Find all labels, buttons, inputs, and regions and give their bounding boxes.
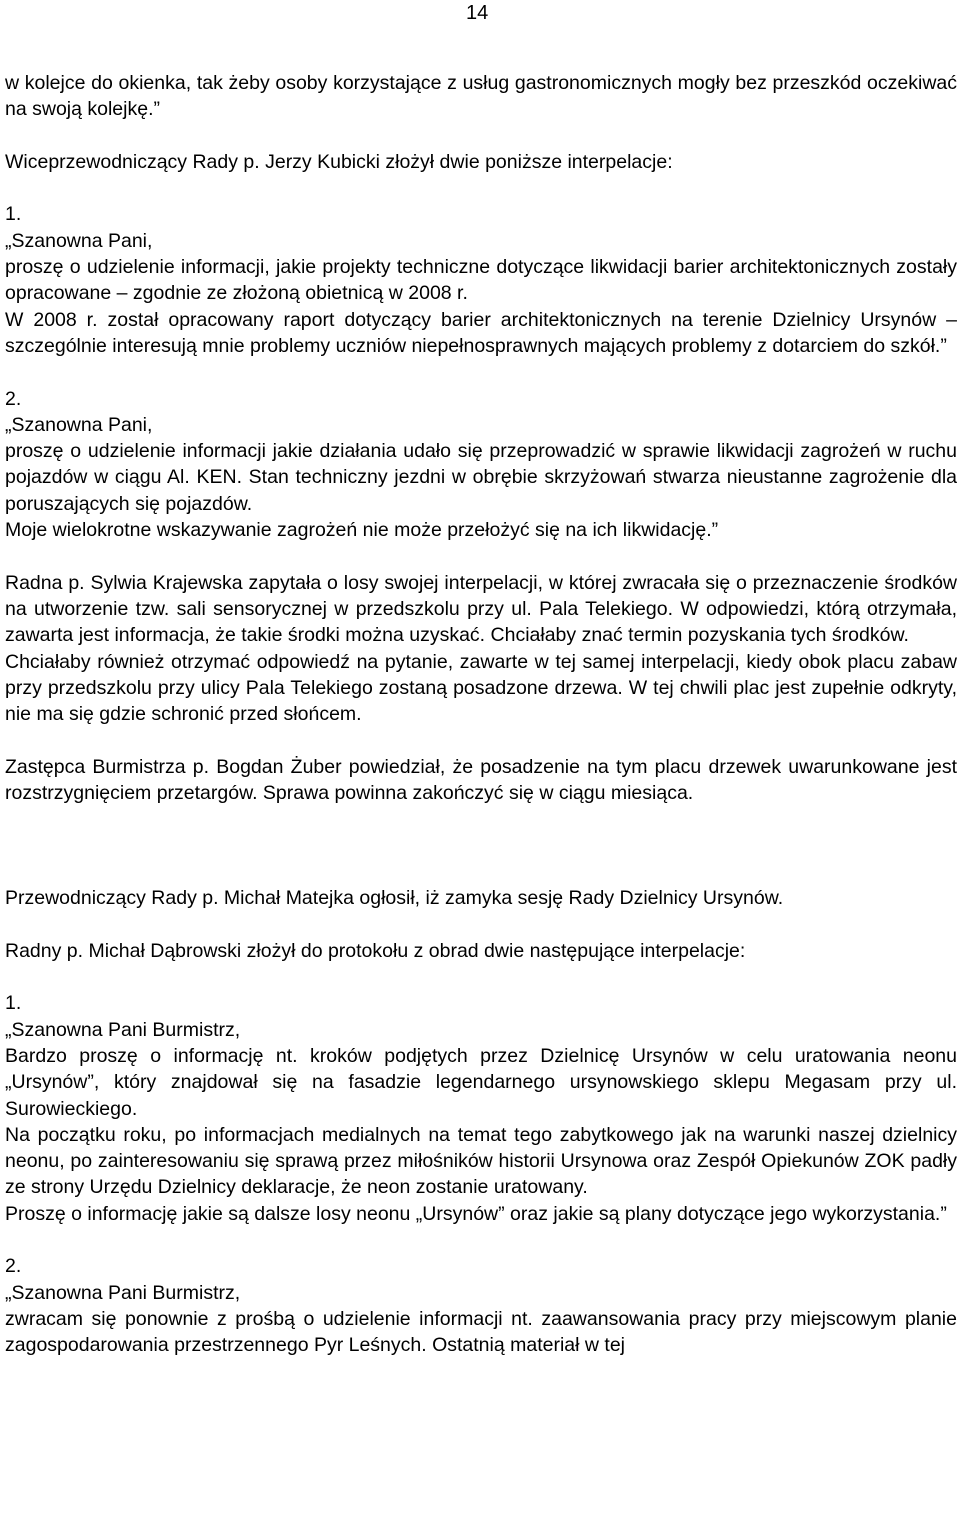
salutation: „Szanowna Pani, [5, 229, 153, 252]
paragraph: Chciałaby również otrzymać odpowiedź na pytanie, zawarte w tej samej interpelacji, kiedy obok placu zabaw przy przedszkolu przy ulicy Pala Telekiego zostaną posadzone drzewa. W tej chwili plac jest zupełnie odkryty, nie ma się gdzie schronić przed słońcem. [5, 650, 957, 726]
paragraph: zwracam się ponownie z prośbą o udzielenie informacji nt. zaawansowania pracy przy miejscowym planie zagospodarowania przestrzennego Pyr Leśnych. Ostatnią materiał w tej [5, 1307, 957, 1357]
paragraph: Radny p. Michał Dąbrowski złożył do protokołu z obrad dwie następujące interpelacje: [5, 939, 746, 962]
salutation: „Szanowna Pani Burmistrz, [5, 1018, 241, 1041]
paragraph: Na początku roku, po informacjach medialnych na temat tego zabytkowego jak na warunki naszej dzielnicy neonu, po zainteresowaniu się sprawą przez miłośników historii Ursynowa oraz Zespół Opiekunów ZOK padły ze strony Urzędu Dzielnicy deklaracje, że neon zostanie uratowany. [5, 1123, 957, 1199]
list-number: 2. [5, 387, 22, 410]
paragraph: Radna p. Sylwia Krajewska zapytała o losy swojej interpelacji, w której zwracała się o przeznaczenie środków na utworzenie tzw. sali sensorycznej w przedszkolu przy ul. Pala Telekiego. W odpowiedzi, którą otrzymała, zawarta jest informacja, że takie środki można uzyskać. Chciałaby znać termin pozyskania tych środków. [5, 571, 957, 647]
paragraph: W 2008 r. został opracowany raport dotyczący barier architektonicznych na terenie Dzielnicy Ursynów – szczególnie interesują mnie problemy uczniów niepełnosprawnych mających problemy z dotarciem do szkół.” [5, 308, 957, 357]
list-number: 1. [5, 992, 22, 1015]
page-number: 14 [466, 2, 489, 24]
salutation: „Szanowna Pani, [5, 413, 153, 436]
paragraph: Bardzo proszę o informację nt. kroków podjętych przez Dzielnicę Ursynów w celu uratowania neonu „Ursynów”, który znajdował się na fasadzie legendarnego ursynowskiego sklepu Megasam przy ul. Surowieckiego. [5, 1044, 957, 1120]
document-body [5, 70, 957, 1359]
list-number: 2. [5, 1255, 22, 1278]
paragraph: Proszę o informację jakie są dalsze losy neonu „Ursynów” oraz jakie są plany dotyczące jego wykorzystania.” [5, 1202, 947, 1225]
paragraph: w kolejce do okienka, tak żeby osoby korzystające z usług gastronomicznych mogły bez przeszkód oczekiwać na swoją kolejkę.” [5, 72, 957, 121]
paragraph: Moje wielokrotne wskazywanie zagrożeń nie może przełożyć się na ich likwidację.” [5, 519, 719, 542]
paragraph: proszę o udzielenie informacji jakie działania udało się przeprowadzić w sprawie likwidacji zagrożeń w ruchu pojazdów w ciągu Al. KEN. Stan techniczny jezdni w obrębie skrzyżowań stwarza nieustanne zagrożenie dla poruszających się pojazdów. [5, 440, 957, 515]
paragraph: proszę o udzielenie informacji, jakie projekty techniczne dotyczące likwidacji barier architektonicznych zostały opracowane – zgodnie ze złożoną obietnicą w 2008 r. [5, 256, 957, 305]
paragraph: Przewodniczący Rady p. Michał Matejka ogłosił, iż zamyka sesję Rady Dzielnicy Ursynów. [5, 887, 784, 910]
salutation: „Szanowna Pani Burmistrz, [5, 1281, 241, 1304]
list-number: 1. [5, 203, 22, 226]
paragraph: Wiceprzewodniczący Rady p. Jerzy Kubicki złożył dwie poniższe interpelacje: [5, 150, 673, 173]
paragraph: Zastępca Burmistrza p. Bogdan Żuber powiedział, że posadzenie na tym placu drzewek uwarunkowane jest rozstrzygnięciem przetargów. Sprawa powinna zakończyć się w ciągu miesiąca. [5, 755, 957, 805]
